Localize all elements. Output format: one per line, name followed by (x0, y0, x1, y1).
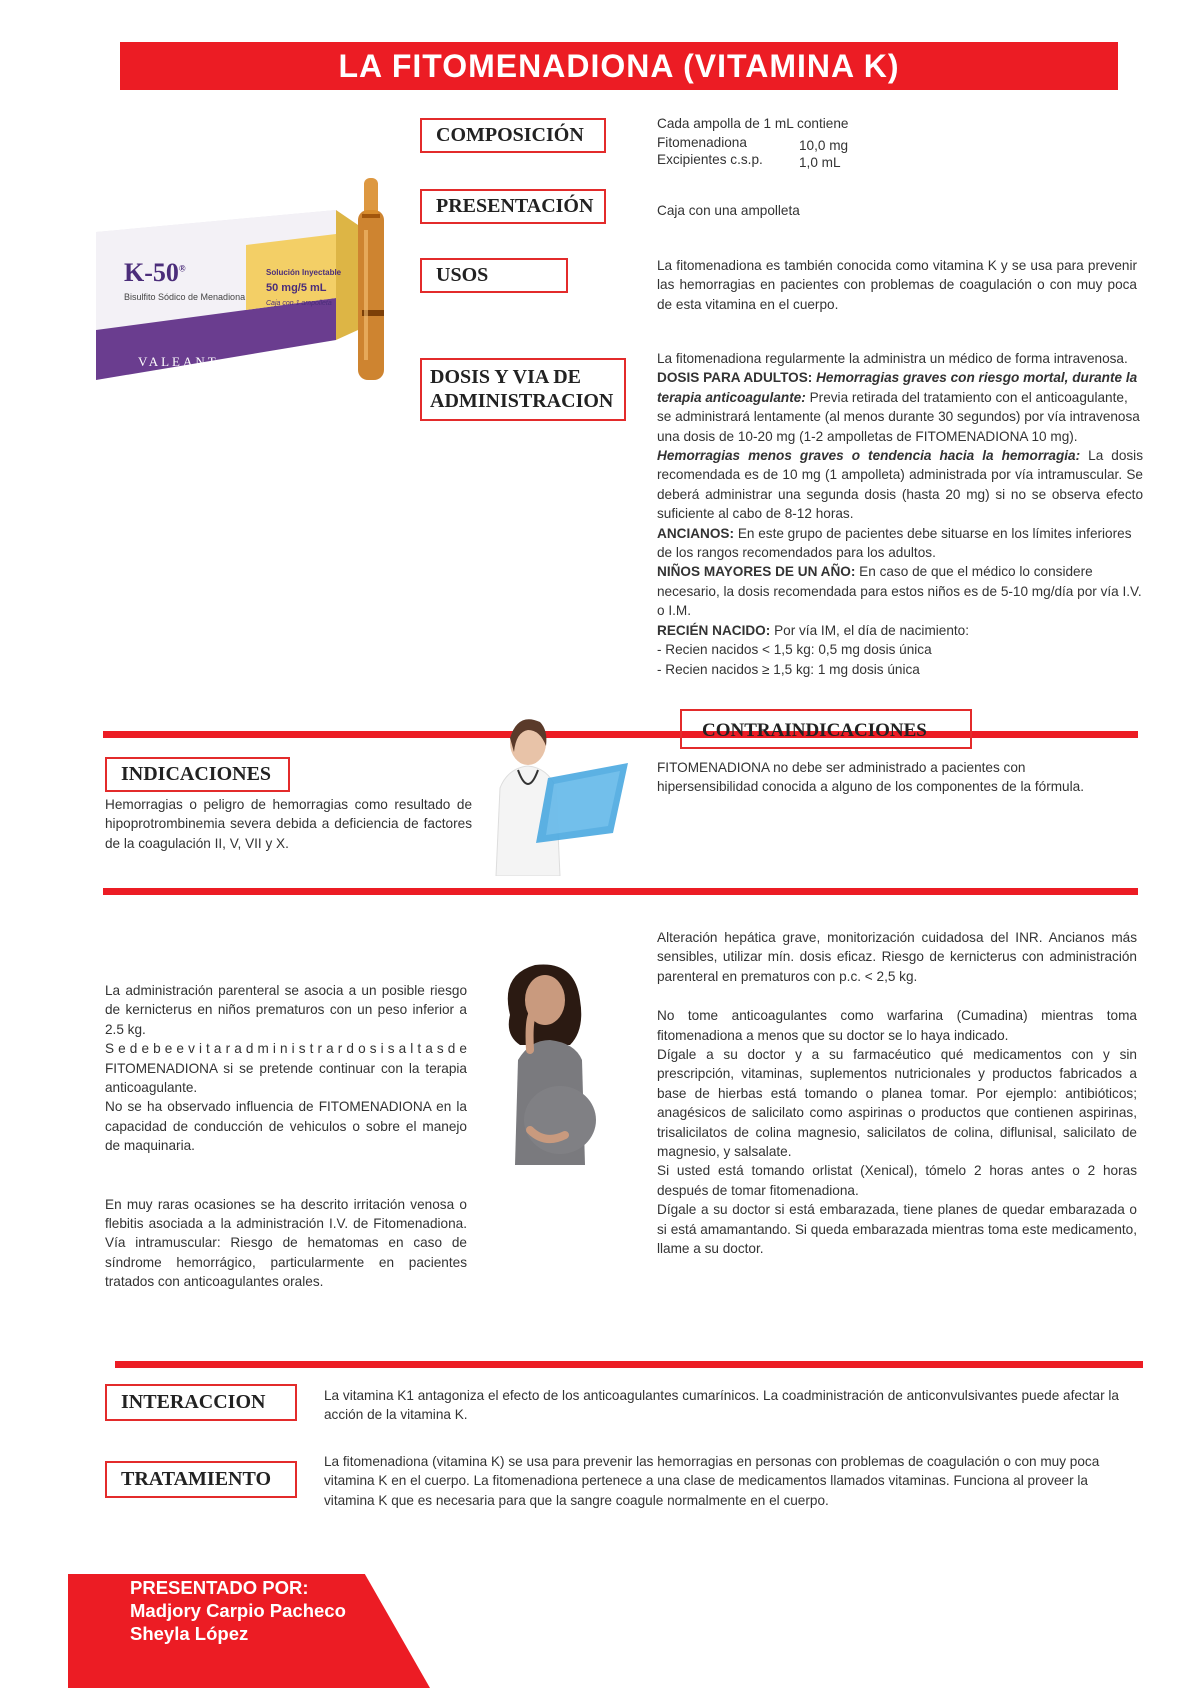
dosis-menos (657, 446, 1143, 524)
product-image (96, 170, 406, 395)
precauciones-right (657, 928, 1137, 1259)
precaucion-item: En muy raras ocasiones se ha descrito irritación venosa o flebitis asociada a la administración I.V. de Fitomenadiona. Vía intramuscular: Riesgo de hematomas en caso de síndrome hemorrágico, particularmente en pacientes tratados con anticoagulantes orales. (105, 1196, 467, 1290)
tratamiento-text: La fitomenadiona (vitamina K) se usa para prevenir las hemorragias en personas con problemas de coagulación o con muy poca vitamina K en el cuerpo. La fitomenadiona pertenece a una clase de medicamentos llamados vitaminas. Funciona al proveer la vitamina K que es necesaria para que la sangre coagule normalmente en el cuerpo. (324, 1454, 1100, 1508)
dosis-adultos (657, 368, 1143, 446)
dosis-adultos-label: DOSIS PARA ADULTOS: (657, 370, 813, 386)
divider-middle (103, 888, 1138, 895)
composicion-intro: Cada ampolla de 1 mL contiene (657, 116, 849, 131)
heading-dosis (420, 358, 626, 421)
composicion-value: 1,0 mL (799, 154, 841, 170)
dosis-intro: La fitomenadiona regularmente la administra un médico de forma intravenosa. (657, 351, 1128, 366)
dosis-ancianos-text: En este grupo de pacientes debe situarse en los límites inferiores de los rangos recomendados para los adultos. (657, 525, 1132, 561)
heading-interaccion: INTERACCION (105, 1384, 297, 1421)
dosis-ninos (657, 562, 1143, 620)
precaucion-item: Dígale a su doctor y a su farmacéutico qué medicamentos con y sin prescripción, vitaminas, suplementos nutricionales y productos fabricados a base de hierbas está tomando o planea tomar. Por ejemplo: antibióticos; anagésicos de salicilato como aspirinas o productos que contienen aspirinas, trisalicilatos de colina magnesio, salicilatos de colina, diflunisal, salicilato de magnesio, y salsalate. (657, 1047, 1137, 1160)
composicion-name: Fitomenadiona (657, 135, 747, 151)
heading-usos: USOS (420, 258, 568, 293)
dosis-adultos-text: Previa retirada del tratamiento con el anticoagulante, se administrará lentamente (al menos durante 30 segundos) por vía intravenosa una dosis de 10-20 mg (1-2 ampolletas de FITOMENADIONA 10 mg). (657, 389, 1140, 444)
presentacion-text: Caja con una ampolleta (657, 203, 800, 218)
heading-dosis-line2: ADMINISTRACION (430, 390, 614, 412)
contraindicaciones-text: FITOMENADIONA no debe ser administrado a pacientes con hipersensibilidad conocida a alguno de los componentes de la fórmula. (657, 760, 1084, 795)
dosis-menos-text: La dosis recomendada es de 10 mg (1 ampolleta) administrada por vía intramuscular. Se deberá administrar una segunda dosis (hasta 20 mg) si no se observa efecto suficiente al cabo de 8-12 horas. (657, 448, 1143, 522)
composicion-value: 10,0 mg (799, 138, 849, 154)
footer-label: PRESENTADO POR: (130, 1577, 309, 1598)
footer-credits (130, 1576, 346, 1645)
precaucion-item: La administración parenteral se asocia a un posible riesgo de kernicterus en niños prematuros con un peso inferior a 2.5 kg. (105, 983, 467, 1037)
pregnant-woman-image (490, 955, 615, 1165)
dosis-adultos-emphasis: Hemorragias graves con riesgo mortal, durante la terapia anticoagulante: (657, 370, 1138, 405)
dosis-ninos-label: NIÑOS MAYORES DE UN AÑO: (657, 564, 856, 580)
composicion-name: Excipientes c.s.p. (657, 151, 763, 167)
heading-dosis-line1: DOSIS Y VIA DE (430, 366, 581, 388)
heading-composicion: COMPOSICIÓN (420, 118, 606, 153)
heading-indicaciones: INDICACIONES (105, 757, 290, 792)
precaucion-item: S e d e b e e v i t a r a d m i n i s t r a r d o s i s a l t a s d e FITOMENADIONA si se pretende continuar con la terapia anticoagulante. (105, 1041, 467, 1096)
heading-tratamiento: TRATAMIENTO (105, 1461, 297, 1498)
precaucion-item: Si usted está tomando orlistat (Xenical), tómelo 2 horas antes o 2 horas después de tomar fitomenadiona. (657, 1163, 1137, 1198)
page-title: LA FITOMENADIONA (VITAMINA K) (120, 42, 1118, 90)
precaucion-item: No se ha observado influencia de FITOMENADIONA en la capacidad de conducción de vehiculos o sobre el manejo de maquinaria. (105, 1099, 467, 1154)
divider-bottom (115, 1361, 1143, 1368)
heading-contraindicaciones: CONTRAINDICACIONES (680, 709, 972, 749)
dosis-rn (657, 621, 1143, 640)
maker-logo: VALEANT (138, 354, 219, 369)
dosis-block (657, 349, 1143, 679)
dosis-menos-emphasis: Hemorragias menos graves o tendencia hacia la hemorragia: (657, 448, 1081, 464)
footer-author: Sheyla López (130, 1623, 249, 1644)
precaucion-item: Dígale a su doctor si está embarazada, tiene planes de quedar embarazada o si está amamantando. Si queda embarazada mientras toma este medicamento, llame a su doctor. (657, 1202, 1137, 1257)
dosis-ancianos (657, 524, 1143, 563)
composicion-row (657, 150, 1057, 169)
composicion-block (657, 114, 1057, 169)
dosis-ancianos-label: ANCIANOS: (657, 525, 735, 541)
dosis-rn-text: Por vía IM, el día de nacimiento: (774, 622, 970, 638)
reg-mark: ® (178, 263, 186, 274)
precauciones-left (105, 981, 467, 1292)
interaccion-text: La vitamina K1 antagoniza el efecto de los anticoagulantes cumarínicos. La coadministración de anticonvulsivantes puede afectar la acción de la vitamina K. (324, 1388, 1119, 1423)
indicaciones-text: Hemorragias o peligro de hemorragias como resultado de hipoprotrombinemia severa debida a deficiencia de factores de la coagulación II, V, VII y X. (105, 797, 472, 851)
usos-text: La fitomenadiona es también conocida como vitamina K y se usa para prevenir las hemorragias en pacientes con problemas de coagulación o con muy poca de esta vitamina en el cuerpo. (657, 258, 1137, 312)
dosis-rn-item: - Recien nacidos ≥ 1,5 kg: 1 mg dosis única (657, 661, 920, 677)
doctor-image (488, 708, 648, 876)
dosis-ninos-text: En caso de que el médico lo considere necesario, la dosis recomendada para estos niños es de 5-10 mg/día por vía I.V. o I.M. (657, 564, 1142, 619)
dosis-rn-label: RECIÉN NACIDO: (657, 622, 771, 638)
brand-name: K-50 (124, 258, 179, 287)
heading-presentacion: PRESENTACIÓN (420, 189, 606, 224)
footer-author: Madjory Carpio Pacheco (130, 1600, 346, 1621)
dose-label: 50 mg/5 mL (266, 282, 327, 294)
precaucion-item: No tome anticoagulantes como warfarina (Cumadina) mientras toma fitomenadiona a menos que su doctor se lo haya indicado. (657, 1008, 1137, 1043)
generic-name: Bisulfito Sódico de Menadiona (124, 292, 246, 302)
pack-label: Caja con 1 ampolleta (266, 300, 332, 307)
form-label: Solución Inyectable (266, 268, 342, 277)
precaucion-item: Alteración hepática grave, monitorización cuidadosa del INR. Ancianos más sensibles, utilizar mín. dosis eficaz. Riesgo de kernicterus con administración parenteral en prematuros con p.c. < 2,5 kg. (657, 930, 1137, 984)
dosis-rn-item: - Recien nacidos < 1,5 kg: 0,5 mg dosis única (657, 642, 932, 658)
